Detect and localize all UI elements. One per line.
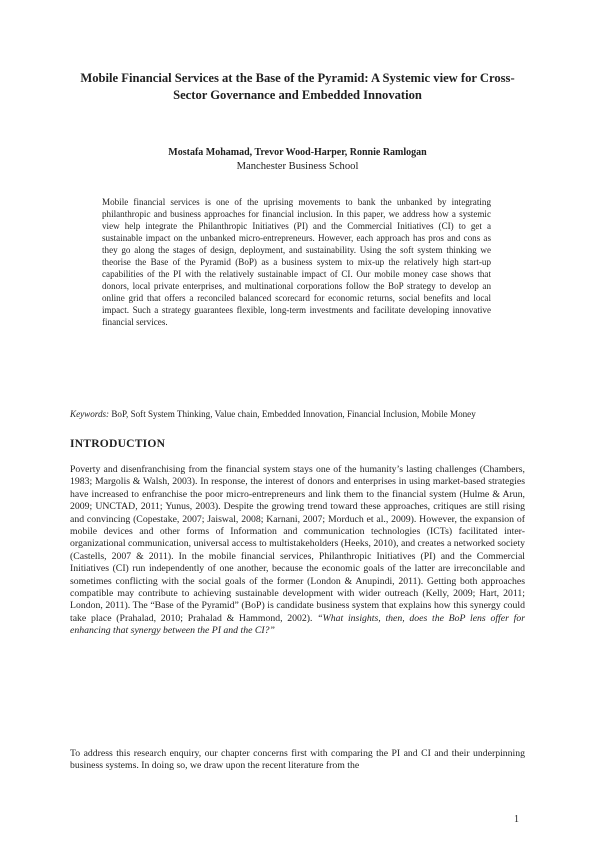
author-list: Mostafa Mohamad, Trevor Wood-Harper, Ronnie Ramlogan [168, 147, 427, 158]
paper-title: Mobile Financial Services at the Base of the Pyramid: A Systemic view for Cross-Sector Governance and Embedded Innovation [80, 71, 515, 102]
keywords-list: BoP, Soft System Thinking, Value chain, Embedded Innovation, Financial Inclusion, Mobile Money [111, 409, 476, 419]
abstract: Mobile financial services is one of the uprising movements to bank the unbanked by integrating philanthropic and business approaches for financial inclusion. In this paper, we address how a systemic view help integrate the Philanthropic Initiatives (PI) and the Commercial Initiatives (CI) to get a sustainable impact on the unbanked micro-entrepreneurs. However, each approach has pros and cons as they go along the stages of design, deployment, and sustainability. Using the soft system thinking we theorise the Base of the Pyramid (BoP) as a business system to mix-up the relatively high start-up capabilities of the PI with the relatively sustainable impact of CI. Our mobile money case shows that donors, local private enterprises, and multinational corporations follow the BoP strategy to develop an online grid that offers a reconciled balanced scorecard for economic returns, social benefits and local impact. Such a strategy guarantees flexible, long-term investments and facilitate developing innovative financial services. [102, 197, 491, 327]
keywords-label: Keywords: [70, 409, 110, 419]
section-heading-introduction: INTRODUCTION [70, 437, 166, 450]
intro-paragraph-2: To address this research enquiry, our chapter concerns first with comparing the PI and CI and their underpinning business systems. In doing so, we draw upon the recent literature from the [70, 748, 525, 772]
keywords [70, 408, 525, 421]
affiliation: Manchester Business School [236, 161, 359, 172]
intro-paragraph-1 [70, 464, 525, 638]
page-number: 1 [514, 814, 519, 825]
research-question: “What insights, then, does the BoP lens offer for enhancing that synergy between the PI and the CI?” [70, 612, 525, 637]
intro-paragraph-1-text: Poverty and disenfranchising from the financial system stays one of the humanity’s lasting challenges (Chambers, 1983; Margolis & Walsh, 2003). In response, the interest of donors and enterprises in using market-based strategies have increased to enfranchise the poor micro-entrepreneurs and link them to the financial system (Hulme & Arun, 2009; UNCTAD, 2011; Yunus, 2003). Despite the growing trend toward these approaches, critiques are still rising and convincing (Copestake, 2007; Jaiswal, 2008; Karnani, 2007; Morduch et al., 2009). However, the expansion of mobile devices and other forms of Information and communication technologies (ICTs) facilitated inter-organizational communication, universal access to multistakeholders (Heeks, 2010), and creates a networked society (Castells, 2007 & 2011). In the mobile financial services, Philanthropic Initiatives (PI) and the Commercial Initiatives (CI) run independently of one another, because the economic goals of the latter are irreconcilable and sometimes conflicting with the social goals of the former (London & Anupindi, 2011). Getting both approaches compatible may contribute to achieving sustainable development with wider outreach (Kelly, 2009; Hart, 2011; London, 2011). The “Base of the Pyramid” (BoP) is candidate business system that explains how this synergy could take place (Prahalad, 2010; Prahalad & Hammond, 2002). [70, 464, 525, 624]
